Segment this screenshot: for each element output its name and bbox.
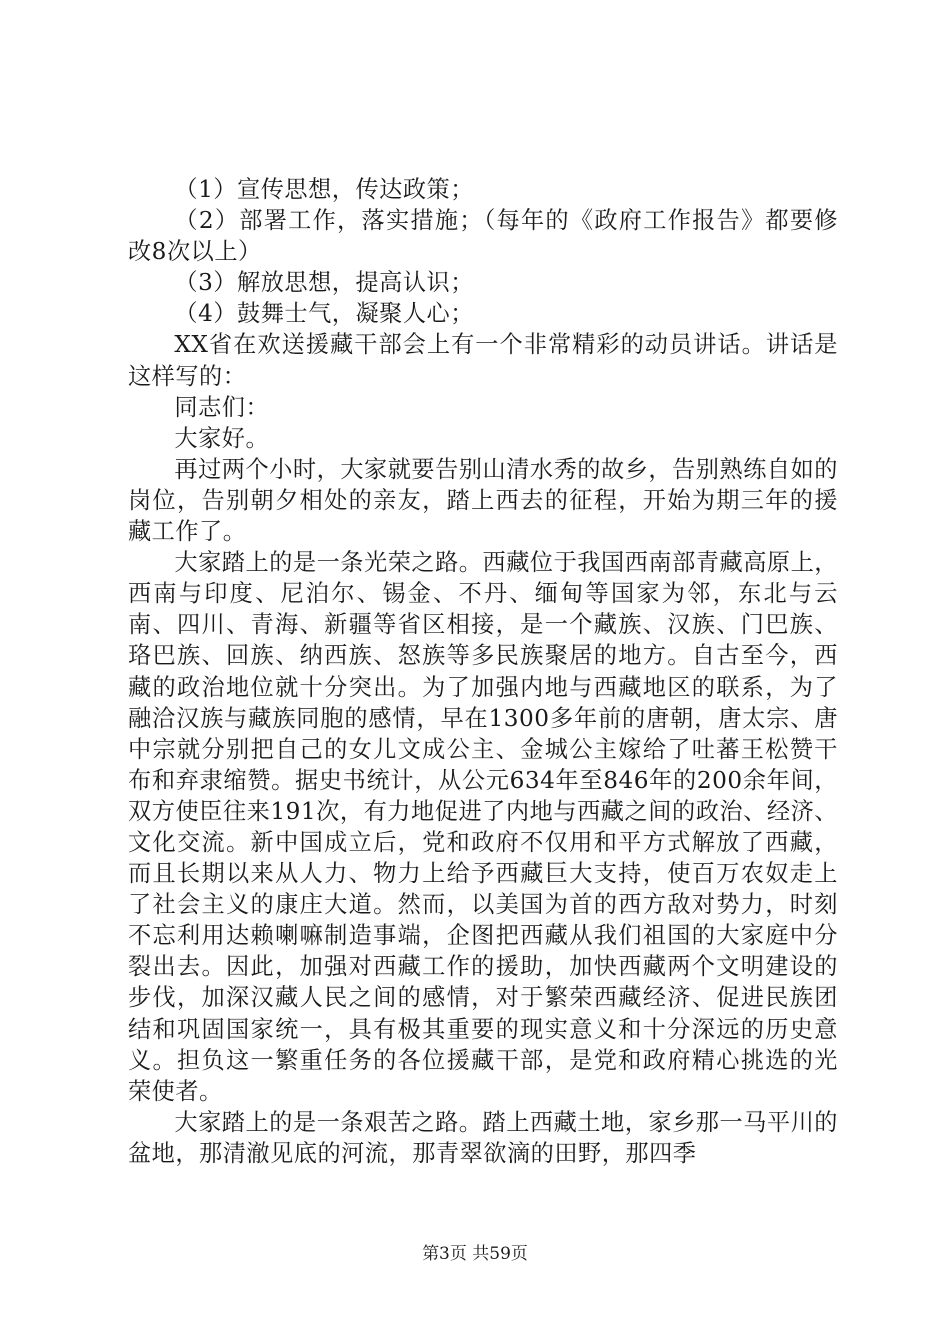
paragraph-hard-road: 大家踏上的是一条艰苦之路。踏上西藏土地，家乡那一马平川的盆地，那清澈见底的河流，那青翠欲滴的田野，那四季 (128, 1108, 838, 1167)
page-number-footer: 第3页 共59页 (422, 1244, 528, 1264)
salutation: 同志们： (174, 393, 270, 421)
greeting: 大家好。 (174, 424, 270, 452)
paragraph-glorious-road: 大家踏上的是一条光荣之路。西藏位于我国西南部青藏高原上，西南与印度、尼泊尔、锡金、不丹、缅甸等国家为邻，东北与云南、四川、青海、新疆等省区相接，是一个藏族、汉族、门巴族、珞巴族、回族、纳西族、怒族等多民族聚居的地方。自古至今，西藏的政治地位就十分突出。为了加强内地与西藏地区的联系，为了融洽汉族与藏族同胞的感情，早在1300多年前的唐朝，唐太宗、唐中宗就分别把自己的女儿文成公主、金城公主嫁给了吐蕃王松赞干布和弃隶缩赞。据史书统计，从公元634年至846年的200余年间，双方使臣往来191次，有力地促进了内地与西藏之间的政治、经济、文化交流。新中国成立后，党和政府不仅用和平方式解放了西藏，而且长期以来从人力、物力上给予西藏巨大支持，使百万农奴走上了社会主义的康庄大道。然而，以美国为首的西方敌对势力，时刻不忘利用达赖喇嘛制造事端，企图把西藏从我们祖国的大家庭中分裂出去。因此，加强对西藏工作的援助，加快西藏两个文明建设的步伐，加深汉藏人民之间的感情，对于繁荣西藏经济、促进民族团结和巩固国家统一，具有极其重要的现实意义和十分深远的历史意义。担负这一繁重任务的各位援藏干部，是党和政府精心挑选的光荣使者。 (128, 549, 838, 1105)
list-item-deployment: （2）部署工作，落实措施；（每年的《政府工作报告》都要修改8次以上） (128, 207, 838, 266)
list-item-propaganda: （1）宣传思想，传达政策； (174, 176, 474, 203)
list-item-liberation: （3）解放思想，提高认识； (174, 269, 474, 297)
list-item-morale: （4）鼓舞士气，凝聚人心； (174, 300, 474, 328)
document-body (128, 174, 838, 1169)
intro-paragraph: XX省在欢送援藏干部会上有一个非常精彩的动员讲话。讲话是这样写的： (128, 331, 838, 390)
paragraph-departure: 再过两个小时，大家就要告别山清水秀的故乡，告别熟练自如的岗位，告别朝夕相处的亲友，踏上西去的征程，开始为期三年的援藏工作了。 (128, 455, 838, 546)
